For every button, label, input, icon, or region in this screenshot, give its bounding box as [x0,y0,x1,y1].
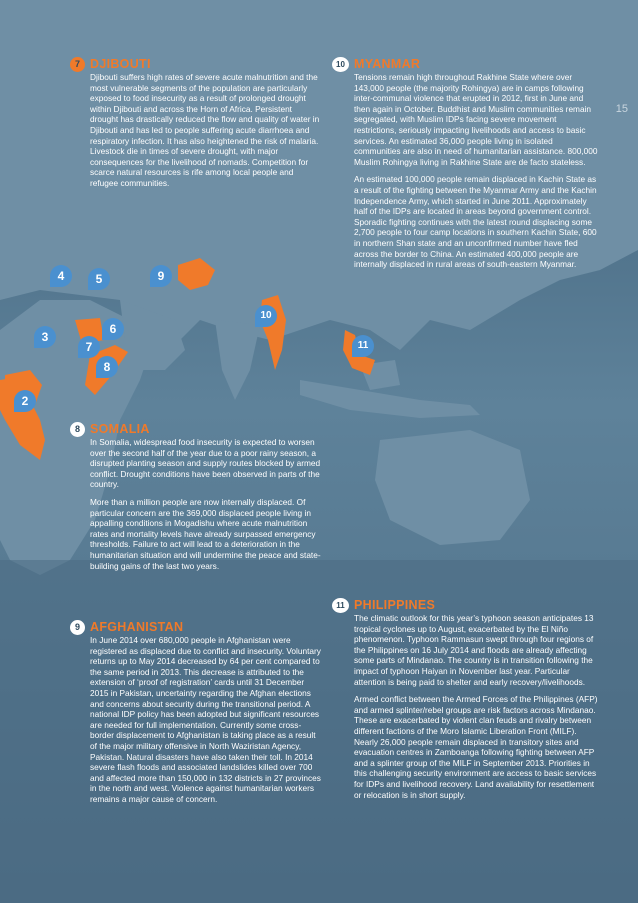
section-paragraph: The climatic outlook for this year’s typhoon season anticipates 13 tropical cyclones up to August, exacerbated by the El Niño phenomenon. Typhoon Rammasun swept through four regions of the Philippines on 16 July 2014 and floods are already affecting some parts of Mindanao. The country is in transition following the impact of typhoon Haiyan in November last year. Particular attention is being paid to shelter and early recovery/livelihoods. [354,613,594,687]
section-paragraph: Tensions remain high throughout Rakhine State where over 143,000 people (the majority Rohingya) are in camps following inter-communal violence that erupted in 2012, first in June and then again in October. Buddhist and Muslim communities remain segregated, with Muslim IDPs facing severe movement restrictions, seriously impacting livelihoods and access to basic services. An estimated 36,000 people living in isolated communities are also in need of humanitarian assistance. 800,000 Muslim Rohingya living in Rakhine State are de facto stateless. [354,72,598,167]
section-number-badge: 8 [70,422,85,437]
section-title: DJIBOUTI [90,57,151,71]
section-paragraph: In June 2014 over 680,000 people in Afghanistan were registered as displaced due to conflict and insecurity. Voluntary returns up to May 2014 decreased by 64 per cent compared to the same period in 2013. This decrease is attributed to the extension of ‘proof of registration’ cards until 31 December 2015 in Pakistan, uncertainty regarding the Afghan elections and concerns about security during the transitional period. A national IDP policy has been adopted but significant resources are needed for full implementation. Currently some cross-border displacement to Afghanistan is taking place as a result of the major military offensive in North Waziristan Agency, Pakistan. Natural disasters have also taken their toll. In 2014 severe flash floods and associated landslides killed over 700 and affected more than 150,000 in 132 districts in 27 provinces in the north and west. Violence against humanitarian workers remains a major cause of concern. [90,635,321,804]
map-pin-10[interactable]: 10 [255,305,277,327]
section-philippines [336,598,600,807]
section-paragraph: More than a million people are now internally displaced. Of particular concern are the 369,000 displaced people living in appalling conditions in Mogadishu where acute malnutrition rates and mortality levels have already surpassed emergency thresholds. Failure to act will lead to a deterioration in the humanitarian situation and will undermine the peace and state-building gains of the last two years. [90,496,321,571]
section-myanmar [336,57,600,277]
map-pin-4[interactable]: 4 [50,265,72,287]
map-pin-11[interactable]: 11 [352,335,374,357]
section-afghanistan [74,620,322,812]
section-number-badge: 11 [332,598,349,613]
section-number-badge: 7 [70,57,85,72]
section-header [336,57,600,71]
section-number-badge: 9 [70,620,85,635]
section-header [74,620,322,634]
section-header [336,598,600,612]
map-pin-7[interactable]: 7 [78,336,100,358]
section-paragraph: In Somalia, widespread food insecurity is expected to worsen over the second half of the year due to a poor rainy season, a disrupted planting season and supply routes blocked by armed conflict. Drought conditions have been observed in parts of the country. [90,437,321,490]
section-header [74,422,322,436]
section-title: SOMALIA [90,422,150,436]
section-paragraph: An estimated 100,000 people remain displaced in Kachin State as a result of the fighting between the Myanmar Army and the Kachin Independence Army, which started in June 2011. Approximately half of the IDPs are located in areas beyond government control. Sporadic fighting continues with the latest round displacing some 2,700 people to four camp locations in southern Kachin State, 600 in northern Shan state and an unconfirmed number have fled across the border to China. An estimated 400,000 people are internally displaced in rural areas of south-eastern Myanmar. [354,174,597,270]
section-somalia [74,422,322,578]
map-pin-5[interactable]: 5 [88,268,110,290]
map-pin-3[interactable]: 3 [34,326,56,348]
section-djibouti [74,57,322,196]
section-title: PHILIPPINES [354,598,436,612]
section-number-badge: 10 [332,57,349,72]
map-pin-9[interactable]: 9 [150,265,172,287]
map-pin-8[interactable]: 8 [96,356,118,378]
section-paragraph: Armed conflict between the Armed Forces of the Philippines (AFP) and armed splinter/rebel groups are risk factors across Mindanao. These are exacerbated by violent clan feuds and rivalry between different factions of the Moro Islamic Liberation Front (MILF). Nearly 26,000 people remain displaced in transitory sites and evacuation centres in Zamboanga following fighting between AFP and a splinter group of the MILF in September 2013. Priorities in this challenging security environment are access to basic services for IDPs and livelihood recovery. Land availability for resettlement or relocation is in short supply. [354,694,598,800]
section-title: MYANMAR [354,57,421,71]
page-number: 15 [615,103,628,115]
section-header [74,57,322,71]
map-pin-6[interactable]: 6 [102,318,124,340]
section-paragraph: Djibouti suffers high rates of severe acute malnutrition and the most vulnerable segments of the population are particularly exposed to food insecurity as a result of prolonged drought within Djibouti and across the Horn of Africa. Persistent drought has drastically reduced the flow and quality of water in Djibouti and has led to people suffering acute diarrhoea and respiratory infection. It has also heightened the risk of malaria. Livestock die in times of severe drought, with major consequences for the livelihood of nomads. Competition for scarce natural resources is rife among local people and refugee communities. [90,72,320,188]
map-pin-2[interactable]: 2 [14,390,36,412]
section-title: AFGHANISTAN [90,620,184,634]
